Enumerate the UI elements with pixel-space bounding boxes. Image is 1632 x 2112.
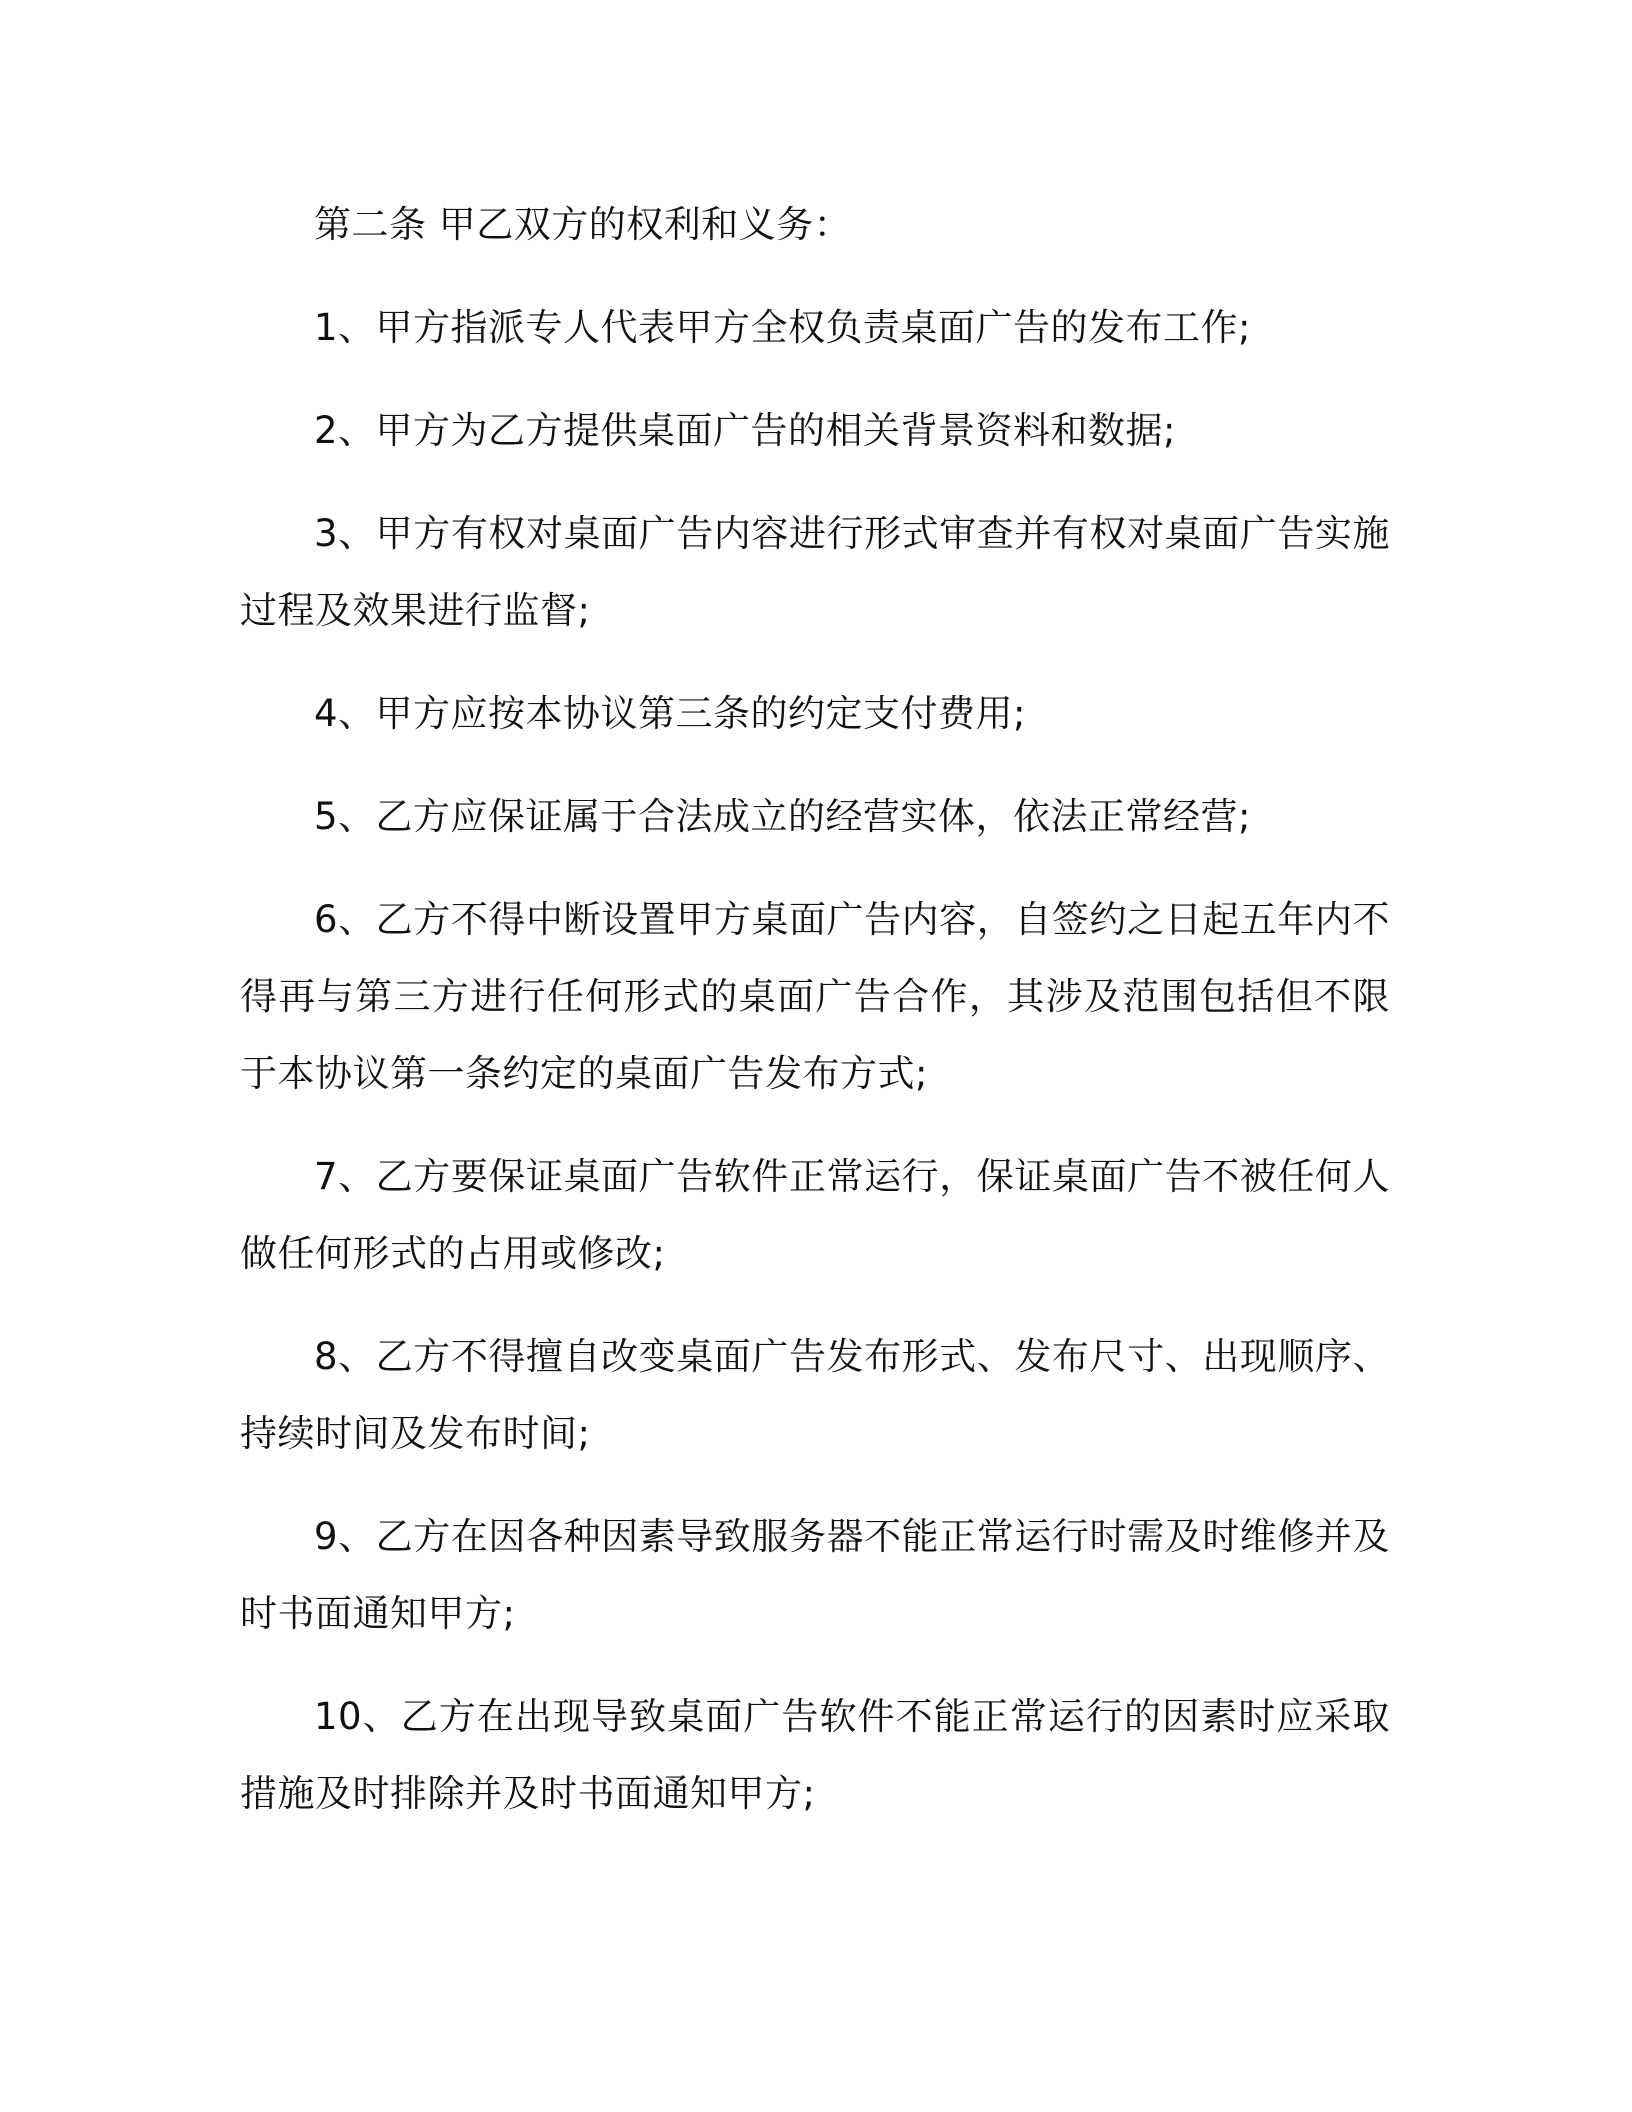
clause-3: 3、甲方有权对桌面广告内容进行形式审查并有权对桌面广告实施过程及效果进行监督;	[240, 512, 1390, 632]
clause-9: 9、乙方在因各种因素导致服务器不能正常运行时需及时维修并及时书面通知甲方;	[240, 1515, 1390, 1635]
clause-6: 6、乙方不得中断设置甲方桌面广告内容，自签约之日起五年内不得再与第三方进行任何形式的桌面广告合作，其涉及范围包括但不限于本协议第一条约定的桌面广告发布方式;	[240, 898, 1390, 1095]
document-body	[240, 186, 1390, 1832]
clause-2: 2、甲方为乙方提供桌面广告的相关背景资料和数据;	[314, 409, 1177, 452]
section-heading: 第二条 甲乙双方的权利和义务：	[314, 203, 852, 246]
clause-4: 4、甲方应按本协议第三条的约定支付费用;	[314, 692, 1027, 735]
clause-7: 7、乙方要保证桌面广告软件正常运行，保证桌面广告不被任何人做任何形式的占用或修改;	[240, 1155, 1390, 1275]
clause-10: 10、乙方在出现导致桌面广告软件不能正常运行的因素时应采取措施及时排除并及时书面通知甲方;	[240, 1695, 1390, 1815]
clause-1: 1、甲方指派专人代表甲方全权负责桌面广告的发布工作;	[314, 306, 1252, 349]
clause-5: 5、乙方应保证属于合法成立的经营实体，依法正常经营;	[314, 795, 1252, 838]
clause-8: 8、乙方不得擅自改变桌面广告发布形式、发布尺寸、出现顺序、持续时间及发布时间;	[240, 1335, 1390, 1455]
